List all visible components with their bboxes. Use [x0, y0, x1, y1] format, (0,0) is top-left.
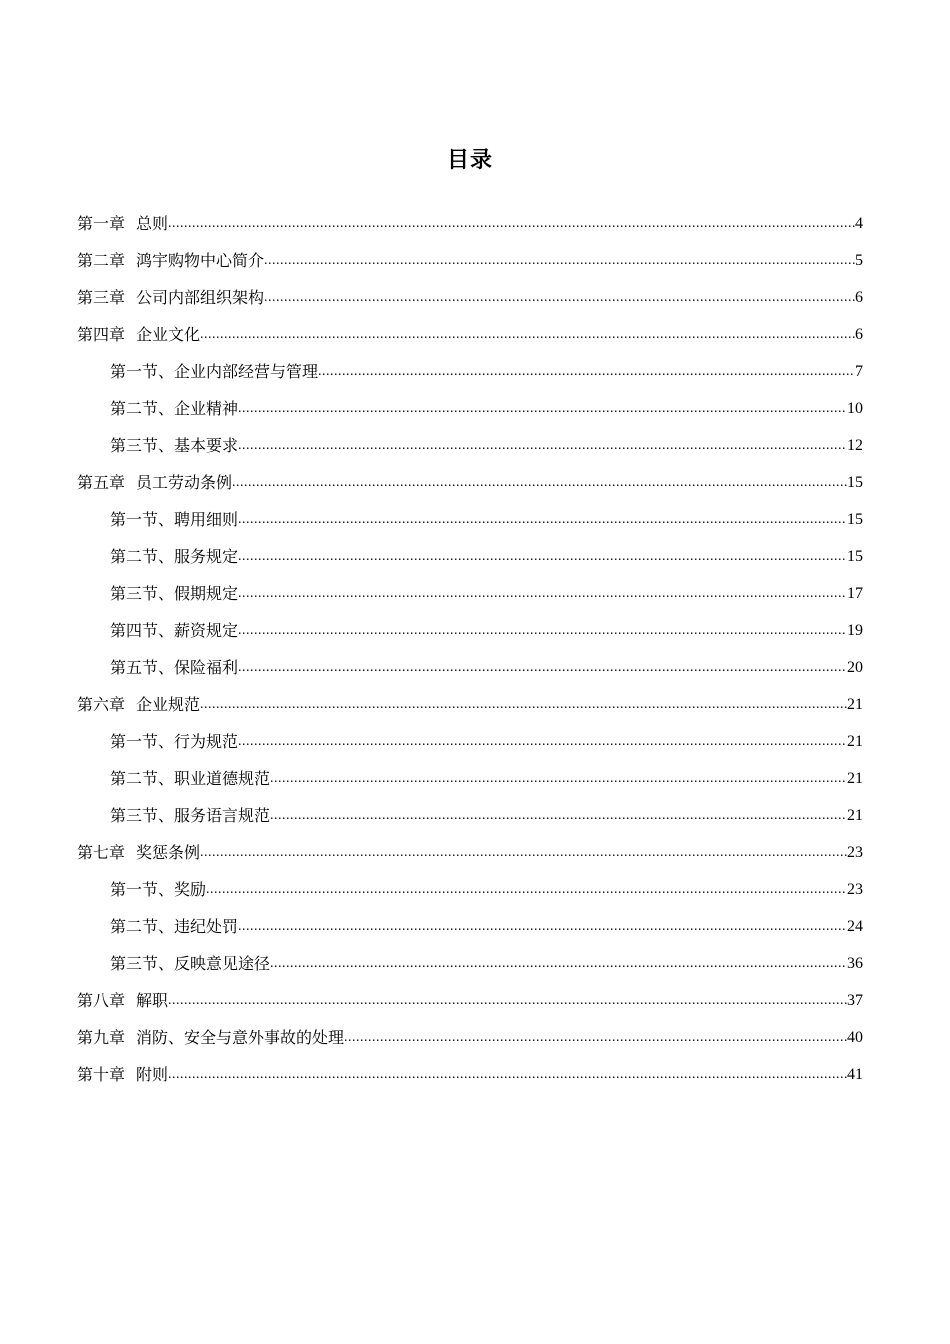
toc-entry-text: 保险福利: [174, 658, 239, 677]
toc-chapter-entry[interactable]: [77, 834, 863, 871]
toc-entry-label: [77, 834, 200, 871]
toc-dot-leader: [238, 649, 847, 686]
toc-dot-leader: [238, 612, 847, 649]
toc-entry-label: [77, 464, 232, 501]
toc-entry-text: 行为规范: [174, 732, 239, 751]
toc-entry-prefix: 第二节、: [110, 917, 175, 936]
toc-section-entry[interactable]: [77, 501, 863, 538]
toc-chapter-entry[interactable]: [77, 982, 863, 1019]
toc-entry-text: 员工劳动条例: [136, 473, 233, 492]
toc-page-number: 21: [847, 807, 863, 824]
toc-page-number: 23: [847, 844, 863, 861]
toc-entry-text: 薪资规定: [174, 621, 239, 640]
toc-dot-leader: [238, 501, 847, 538]
toc-entry-text: 总则: [136, 214, 169, 233]
toc-entry-text: 解职: [136, 991, 169, 1010]
toc-page-number: 15: [847, 474, 863, 491]
toc-entry-prefix: 第三节、: [110, 806, 175, 825]
toc-chapter-entry[interactable]: [77, 1019, 863, 1056]
toc-entry-prefix: 第七章: [77, 843, 126, 862]
toc-title: 目录: [446, 148, 493, 173]
toc-section-entry[interactable]: [77, 797, 863, 834]
toc-entry-prefix: 第一节、: [110, 732, 175, 751]
toc-entry-prefix: 第五节、: [110, 658, 175, 677]
toc-page-number: 15: [847, 548, 863, 565]
toc-entry-prefix: 第十章: [77, 1065, 126, 1084]
toc-entry-text: 企业精神: [174, 399, 239, 418]
toc-page-number: 4: [855, 215, 863, 232]
toc-page-number: 19: [847, 622, 863, 639]
toc-page-number: 6: [855, 289, 863, 306]
toc-page-number: 41: [847, 1066, 863, 1083]
toc-dot-leader: [168, 982, 847, 1019]
toc-chapter-entry[interactable]: [77, 205, 863, 242]
toc-dot-leader: [344, 1019, 847, 1056]
toc-dot-leader: [200, 686, 847, 723]
toc-chapter-entry[interactable]: [77, 316, 863, 353]
toc-dot-leader: [168, 205, 855, 242]
toc-entry-prefix: 第二章: [77, 251, 126, 270]
toc-dot-leader: [270, 797, 847, 834]
toc-dot-leader: [264, 279, 855, 316]
toc-entry-label: [110, 797, 270, 834]
toc-page-number: 21: [847, 696, 863, 713]
toc-entry-text: 违纪处罚: [174, 917, 239, 936]
toc-entry-text: 服务规定: [174, 547, 239, 566]
toc-entry-text: 假期规定: [174, 584, 239, 603]
toc-entry-prefix: 第九章: [77, 1028, 126, 1047]
toc-entry-text: 基本要求: [174, 436, 239, 455]
toc-entry-prefix: 第二节、: [110, 399, 175, 418]
toc-entry-label: [77, 1056, 168, 1093]
toc-entry-label: [110, 612, 238, 649]
toc-entry-text: 企业内部经营与管理: [174, 362, 319, 381]
toc-entry-text: 聘用细则: [174, 510, 239, 529]
toc-dot-leader: [238, 538, 847, 575]
toc-section-entry[interactable]: [77, 353, 863, 390]
toc-entry-label: [110, 501, 238, 538]
toc-section-entry[interactable]: [77, 723, 863, 760]
toc-dot-leader: [318, 353, 855, 390]
toc-entry-label: [77, 242, 264, 279]
toc-entry-prefix: 第三节、: [110, 954, 175, 973]
toc-entry-label: [77, 205, 168, 242]
toc-page-number: 37: [847, 992, 863, 1009]
toc-entry-prefix: 第四章: [77, 325, 126, 344]
toc-entry-prefix: 第一章: [77, 214, 126, 233]
toc-dot-leader: [270, 945, 847, 982]
toc-chapter-entry[interactable]: [77, 464, 863, 501]
toc-dot-leader: [238, 723, 847, 760]
toc-section-entry[interactable]: [77, 575, 863, 612]
toc-section-entry[interactable]: [77, 871, 863, 908]
toc-entry-text: 企业规范: [136, 695, 201, 714]
toc-dot-leader: [264, 242, 855, 279]
toc-section-entry[interactable]: [77, 908, 863, 945]
toc-page-number: 10: [847, 400, 863, 417]
toc-entry-text: 企业文化: [136, 325, 201, 344]
toc-dot-leader: [200, 316, 855, 353]
toc-section-entry[interactable]: [77, 427, 863, 464]
toc-dot-leader: [206, 871, 847, 908]
toc-entry-text: 服务语言规范: [174, 806, 271, 825]
toc-entry-label: [77, 279, 264, 316]
toc-entry-prefix: 第四节、: [110, 621, 175, 640]
toc-section-entry[interactable]: [77, 760, 863, 797]
toc-section-entry[interactable]: [77, 390, 863, 427]
toc-chapter-entry[interactable]: [77, 279, 863, 316]
toc-dot-leader: [238, 427, 847, 464]
toc-entry-label: [110, 427, 238, 464]
toc-entry-prefix: 第一节、: [110, 510, 175, 529]
toc-chapter-entry[interactable]: [77, 242, 863, 279]
toc-dot-leader: [232, 464, 847, 501]
toc-entry-text: 鸿宇购物中心简介: [136, 251, 265, 270]
toc-dot-leader: [238, 390, 847, 427]
toc-page-number: 36: [847, 955, 863, 972]
table-of-contents: [77, 205, 863, 1093]
toc-page-number: 7: [855, 363, 863, 380]
toc-page-number: 40: [847, 1029, 863, 1046]
toc-entry-label: [110, 353, 318, 390]
toc-entry-prefix: 第八章: [77, 991, 126, 1010]
toc-dot-leader: [200, 834, 847, 871]
toc-entry-prefix: 第三节、: [110, 436, 175, 455]
toc-entry-label: [77, 316, 200, 353]
toc-entry-prefix: 第一节、: [110, 362, 175, 381]
toc-chapter-entry[interactable]: [77, 1056, 863, 1093]
toc-section-entry[interactable]: [77, 649, 863, 686]
toc-entry-prefix: 第五章: [77, 473, 126, 492]
toc-entry-text: 反映意见途径: [174, 954, 271, 973]
toc-section-entry[interactable]: [77, 612, 863, 649]
toc-section-entry[interactable]: [77, 945, 863, 982]
toc-entry-label: [110, 760, 270, 797]
toc-entry-prefix: 第二节、: [110, 769, 175, 788]
toc-entry-prefix: 第一节、: [110, 880, 175, 899]
toc-entry-text: 奖惩条例: [136, 843, 201, 862]
toc-dot-leader: [270, 760, 847, 797]
toc-entry-label: [110, 945, 270, 982]
toc-section-entry[interactable]: [77, 538, 863, 575]
toc-page-number: 12: [847, 437, 863, 454]
toc-entry-text: 附则: [136, 1065, 169, 1084]
toc-page-number: 21: [847, 733, 863, 750]
toc-entry-label: [110, 649, 238, 686]
toc-dot-leader: [168, 1056, 847, 1093]
toc-dot-leader: [238, 908, 847, 945]
toc-page-number: 5: [855, 252, 863, 269]
toc-entry-text: 职业道德规范: [174, 769, 271, 788]
toc-chapter-entry[interactable]: [77, 686, 863, 723]
toc-entry-prefix: 第三章: [77, 288, 126, 307]
toc-entry-label: [110, 871, 206, 908]
toc-entry-label: [110, 908, 238, 945]
toc-page-number: 6: [855, 326, 863, 343]
toc-entry-label: [110, 723, 238, 760]
toc-entry-label: [77, 982, 168, 1019]
toc-entry-label: [77, 686, 200, 723]
toc-entry-text: 公司内部组织架构: [136, 288, 265, 307]
toc-page-number: 20: [847, 659, 863, 676]
toc-dot-leader: [238, 575, 847, 612]
toc-entry-prefix: 第三节、: [110, 584, 175, 603]
toc-page-number: 21: [847, 770, 863, 787]
toc-page-number: 23: [847, 881, 863, 898]
toc-entry-prefix: 第二节、: [110, 547, 175, 566]
toc-entry-label: [110, 390, 238, 427]
toc-page-number: 15: [847, 511, 863, 528]
toc-entry-label: [110, 575, 238, 612]
toc-page-number: 24: [847, 918, 863, 935]
toc-page-number: 17: [847, 585, 863, 602]
toc-entry-label: [77, 1019, 344, 1056]
toc-entry-label: [110, 538, 238, 575]
toc-entry-text: 消防、安全与意外事故的处理: [136, 1028, 345, 1047]
toc-entry-text: 奖励: [174, 880, 207, 899]
toc-entry-prefix: 第六章: [77, 695, 126, 714]
